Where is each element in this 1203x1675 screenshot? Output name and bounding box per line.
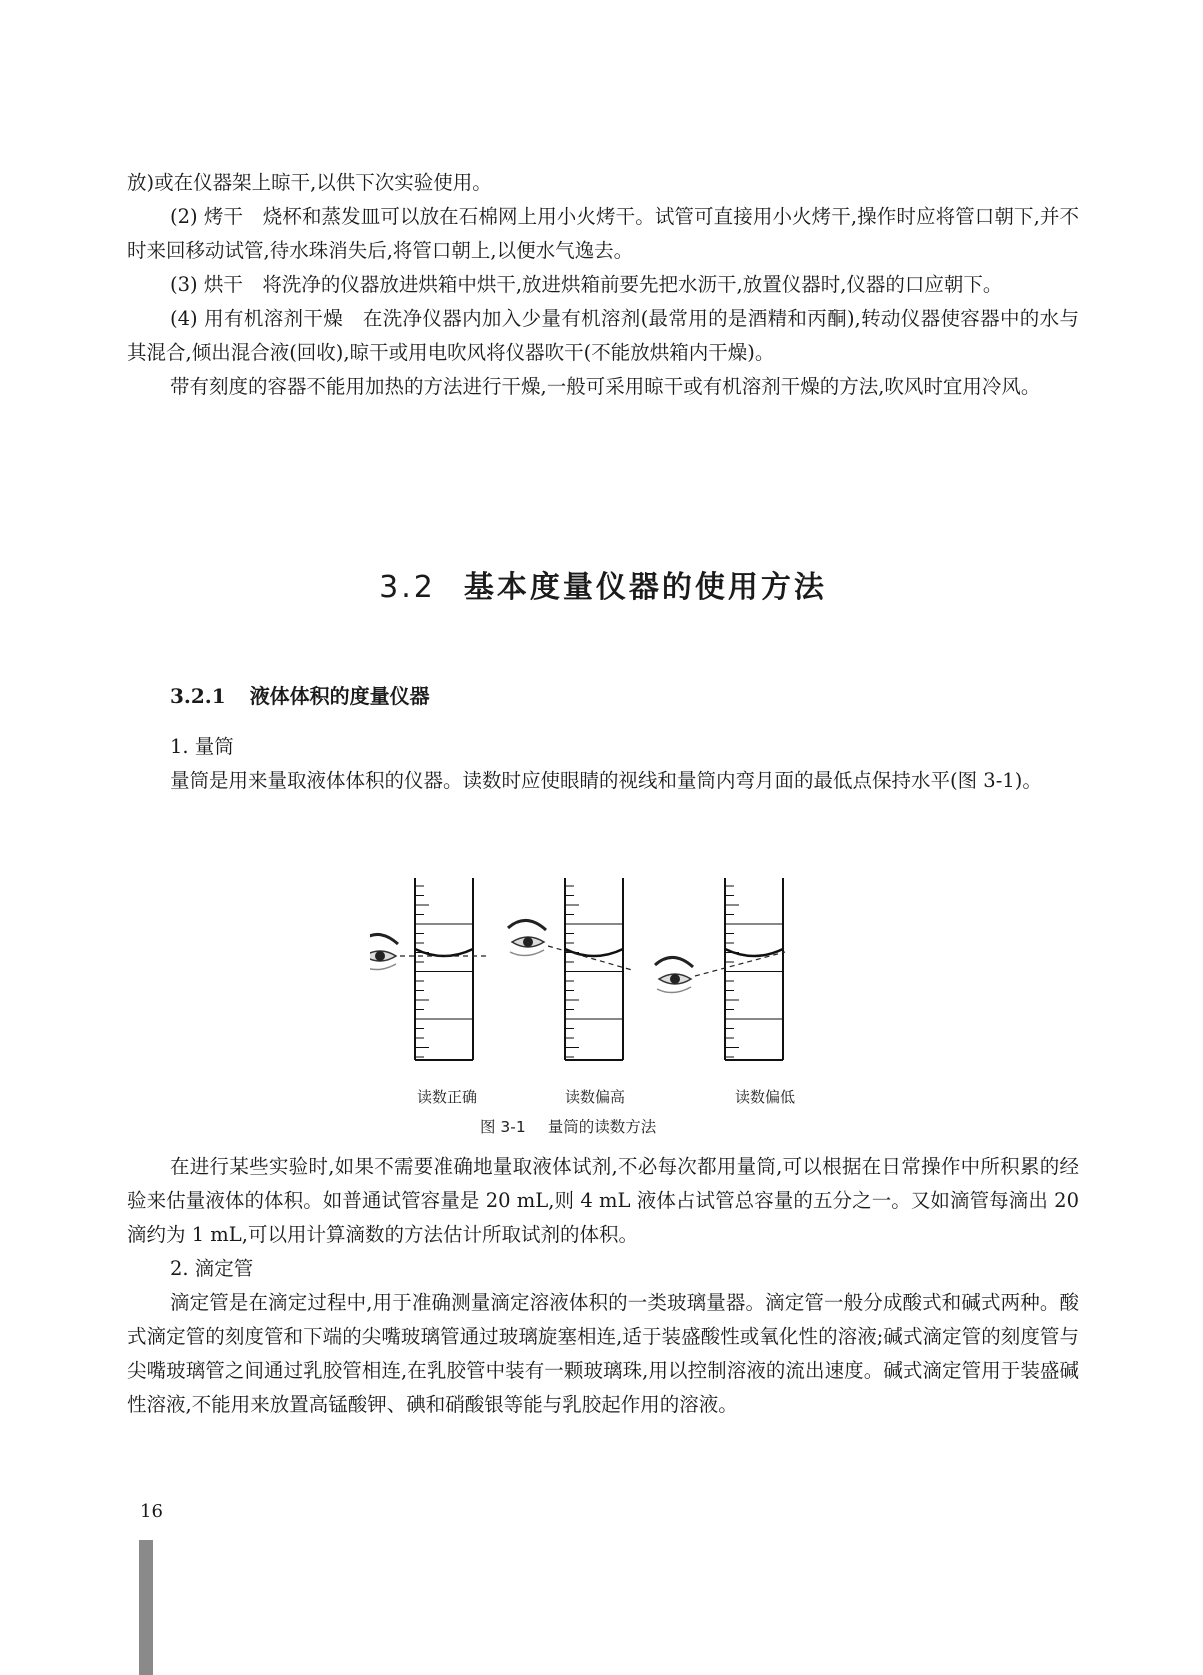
figure-caption: [480, 1117, 656, 1137]
item-heading-burette: 2. 滴定管: [170, 1257, 254, 1280]
graduated-cylinder: [415, 878, 473, 1060]
page-number: 16: [140, 1501, 163, 1522]
eye-lower-lid: [657, 987, 691, 993]
section-heading: [127, 568, 1079, 608]
subsection-number: 3.2.1: [170, 684, 226, 708]
figure-label-low: 读数偏低: [735, 1088, 796, 1106]
eye-pupil: [670, 974, 680, 984]
eyebrow: [655, 957, 693, 967]
item-heading-cylinder: 1. 量筒: [170, 735, 234, 758]
paragraph-burette: 滴定管是在滴定过程中,用于准确测量滴定溶液体积的一类玻璃量器。滴定管一般分成酸式和碱式两种。酸式滴定管的刻度管和下端的尖嘴玻璃管通过玻璃旋塞相连,适于装盛酸性或氧化性的溶液;碱式滴定管的刻度管与尖嘴玻璃管之间通过乳胶管相连,在乳胶管中装有一颗玻璃珠,用以控制溶液的流出速度。碱式滴定管用于装盛碱性溶液,不能用来放置高锰酸钾、碘和硝酸银等能与乳胶起作用的溶液。: [127, 1291, 1079, 1416]
subsection-heading: [170, 681, 430, 711]
eye-icon: [508, 920, 546, 955]
figure-caption-number: 图 3-1: [480, 1118, 526, 1136]
paragraph-solvent-dry: (4) 用有机溶剂干燥 在洗净仪器内加入少量有机溶剂(最常用的是酒精和丙酮),转动仪器使容器中的水与其混合,倾出混合液(回收),晾干或用电吹风将仪器吹干(不能放烘箱内干燥)。: [127, 307, 1079, 364]
eye-icon: [655, 957, 693, 992]
figure-label-correct: 读数正确: [417, 1088, 478, 1106]
eye-icon: [370, 934, 398, 969]
mid-text-block: [127, 730, 1079, 798]
paragraph-bake-dry: (2) 烤干 烧杯和蒸发皿可以放在石棉网上用小火烤干。试管可直接用小火烤干,操作时应将管口朝下,并不时来回移动试管,待水珠消失后,将管口朝上,以便水气逸去。: [127, 205, 1079, 262]
eye-pupil: [523, 937, 533, 947]
top-text-block: [127, 166, 1079, 404]
eyebrow: [370, 934, 398, 944]
figure-caption-text: 量筒的读数方法: [547, 1118, 657, 1136]
subsection-title-text: 液体体积的度量仪器: [249, 684, 430, 708]
paragraph-oven-dry: (3) 烘干 将洗净的仪器放进烘箱中烘干,放进烘箱前要先把水沥干,放置仪器时,仪器的口应朝下。: [170, 273, 1003, 296]
eye-pupil: [375, 951, 385, 961]
graduated-cylinder: [565, 878, 623, 1060]
eye-lower-lid: [370, 964, 396, 970]
section-number: 3.2: [379, 570, 436, 605]
paragraph-graduated-note: 带有刻度的容器不能用加热的方法进行干燥,一般可采用晾干或有机溶剂干燥的方法,吹风时宜用冷风。: [170, 375, 1041, 398]
eye-lower-lid: [510, 950, 544, 956]
figure-label-high: 读数偏高: [565, 1088, 626, 1106]
cylinder-illustration: [370, 870, 850, 1080]
bottom-text-block: [127, 1150, 1079, 1422]
eyebrow: [508, 920, 546, 930]
paragraph-estimate: 在进行某些实验时,如果不需要准确地量取液体试剂,不必每次都用量筒,可以根据在日常操作中所积累的经验来估量液体的体积。如普通试管容量是 20 mL,则 4 mL 液体占试管总容量的五分之一。又如滴管每滴出 20 滴约为 1 mL,可以用计算滴数的方法估计所取试剂的体积。: [127, 1155, 1079, 1246]
graduated-cylinder: [725, 878, 783, 1060]
section-title-text: 基本度量仪器的使用方法: [463, 570, 827, 605]
page-edge-bar: [139, 1540, 153, 1675]
meniscus-curve: [415, 949, 473, 956]
paragraph-cylinder: 量筒是用来量取液体体积的仪器。读数时应使眼睛的视线和量筒内弯月面的最低点保持水平(图 3-1)。: [170, 769, 1042, 792]
meniscus-curve: [565, 949, 623, 956]
paragraph-continued: 放)或在仪器架上晾干,以供下次实验使用。: [127, 171, 492, 194]
